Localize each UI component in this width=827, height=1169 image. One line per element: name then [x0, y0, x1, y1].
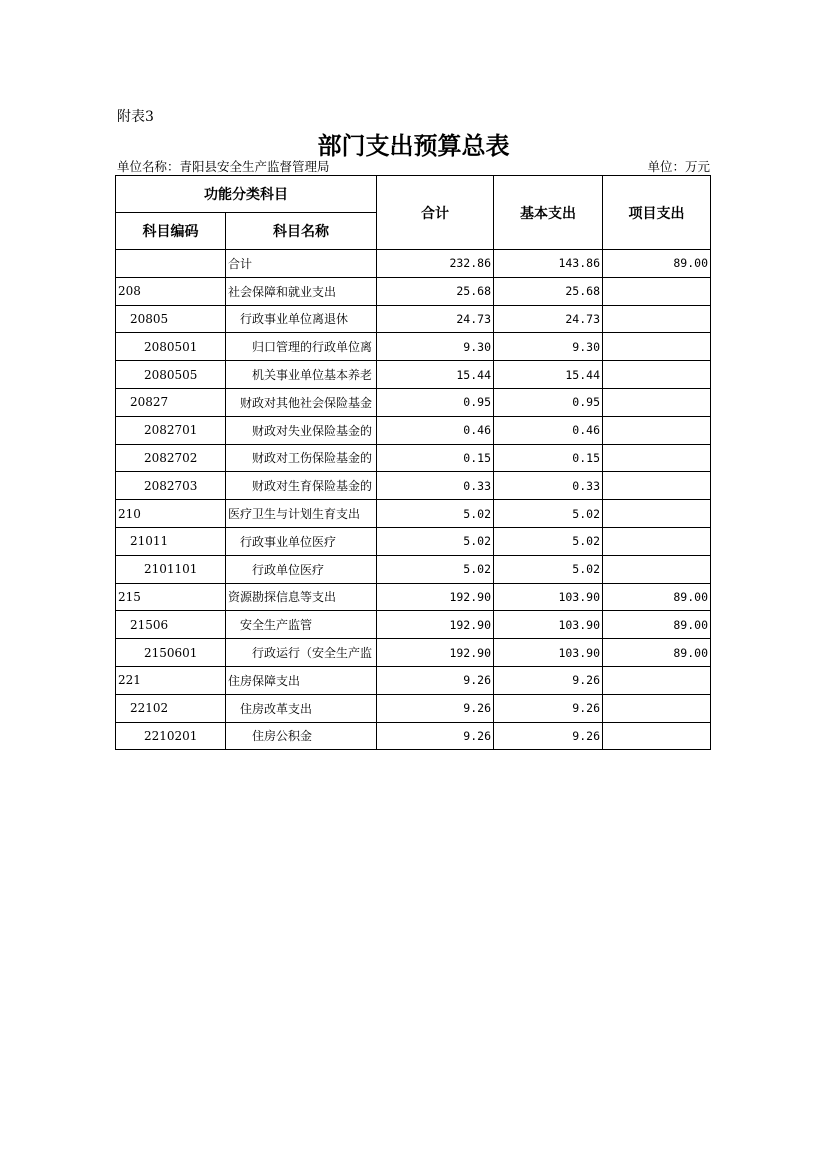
- subject-code-cell: 2080501: [116, 333, 226, 361]
- subject-name-cell: 行政运行（安全生产监: [226, 639, 377, 667]
- table-row: [116, 500, 711, 528]
- basic-expenditure-cell: 143.86: [494, 250, 603, 278]
- subject-name-cell: 住房公积金: [226, 722, 377, 750]
- total-cell: 25.68: [377, 277, 494, 305]
- subject-name-cell: 社会保障和就业支出: [226, 277, 377, 305]
- subject-name-cell: 财政对生育保险基金的: [226, 472, 377, 500]
- total-cell: 9.30: [377, 333, 494, 361]
- subject-name-cell: 医疗卫生与计划生育支出: [226, 500, 377, 528]
- subject-code-cell: 210: [116, 500, 226, 528]
- project-expenditure-cell: [603, 500, 711, 528]
- total-cell: 192.90: [377, 583, 494, 611]
- subject-code-cell: 2082701: [116, 416, 226, 444]
- basic-expenditure-cell: 0.95: [494, 388, 603, 416]
- basic-expenditure-cell: 25.68: [494, 277, 603, 305]
- table-row: [116, 666, 711, 694]
- page-title: 部门支出预算总表: [317, 132, 510, 160]
- subject-code-cell: 215: [116, 583, 226, 611]
- subject-name-cell: 住房改革支出: [226, 694, 377, 722]
- header-subject-code: 科目编码: [116, 213, 226, 250]
- subject-code-cell: [116, 250, 226, 278]
- subject-code-cell: 21011: [116, 527, 226, 555]
- subject-name-cell: 归口管理的行政单位离: [226, 333, 377, 361]
- attachment-label: 附表3: [117, 109, 154, 125]
- project-expenditure-cell: [603, 333, 711, 361]
- total-cell: 0.15: [377, 444, 494, 472]
- project-expenditure-cell: [603, 527, 711, 555]
- subject-code-cell: 221: [116, 666, 226, 694]
- total-cell: 24.73: [377, 305, 494, 333]
- table-row: [116, 250, 711, 278]
- project-expenditure-cell: [603, 694, 711, 722]
- table-row: [116, 639, 711, 667]
- total-cell: 232.86: [377, 250, 494, 278]
- basic-expenditure-cell: 9.26: [494, 722, 603, 750]
- basic-expenditure-cell: 5.02: [494, 500, 603, 528]
- total-cell: 9.26: [377, 722, 494, 750]
- project-expenditure-cell: 89.00: [603, 583, 711, 611]
- subject-code-cell: 2082703: [116, 472, 226, 500]
- subject-name-cell: 行政事业单位医疗: [226, 527, 377, 555]
- table-row: [116, 527, 711, 555]
- subject-code-cell: 20827: [116, 388, 226, 416]
- subject-name-cell: 财政对工伤保险基金的: [226, 444, 377, 472]
- project-expenditure-cell: [603, 277, 711, 305]
- table-row: [116, 472, 711, 500]
- subject-code-cell: 20805: [116, 305, 226, 333]
- subject-code-cell: 22102: [116, 694, 226, 722]
- total-cell: 5.02: [377, 527, 494, 555]
- subject-name-cell: 住房保障支出: [226, 666, 377, 694]
- basic-expenditure-cell: 103.90: [494, 583, 603, 611]
- project-expenditure-cell: 89.00: [603, 639, 711, 667]
- currency-unit-label: 单位：万元: [647, 159, 710, 174]
- subject-name-cell: 行政事业单位离退休: [226, 305, 377, 333]
- budget-table: [115, 175, 711, 750]
- subject-name-cell: 合计: [226, 250, 377, 278]
- total-cell: 9.26: [377, 666, 494, 694]
- basic-expenditure-cell: 103.90: [494, 611, 603, 639]
- basic-expenditure-cell: 24.73: [494, 305, 603, 333]
- subject-code-cell: 2150601: [116, 639, 226, 667]
- table-row: [116, 583, 711, 611]
- subject-code-cell: 2101101: [116, 555, 226, 583]
- total-cell: 192.90: [377, 639, 494, 667]
- subject-name-cell: 机关事业单位基本养老: [226, 361, 377, 389]
- table-row: [116, 444, 711, 472]
- total-cell: 0.46: [377, 416, 494, 444]
- project-expenditure-cell: [603, 305, 711, 333]
- basic-expenditure-cell: 9.26: [494, 694, 603, 722]
- subject-name-cell: 行政单位医疗: [226, 555, 377, 583]
- project-expenditure-cell: [603, 361, 711, 389]
- project-expenditure-cell: [603, 722, 711, 750]
- table-row: [116, 722, 711, 750]
- header-subject-name: 科目名称: [226, 213, 377, 250]
- basic-expenditure-cell: 5.02: [494, 555, 603, 583]
- project-expenditure-cell: [603, 555, 711, 583]
- total-cell: 5.02: [377, 555, 494, 583]
- table-row: [116, 333, 711, 361]
- total-cell: 5.02: [377, 500, 494, 528]
- header-function-category: 功能分类科目: [116, 176, 377, 213]
- table-body: [116, 250, 711, 750]
- table-row: [116, 555, 711, 583]
- basic-expenditure-cell: 0.33: [494, 472, 603, 500]
- subject-code-cell: 2082702: [116, 444, 226, 472]
- table-row: [116, 277, 711, 305]
- project-expenditure-cell: 89.00: [603, 611, 711, 639]
- basic-expenditure-cell: 9.26: [494, 666, 603, 694]
- table-row: [116, 694, 711, 722]
- subject-name-cell: 安全生产监管: [226, 611, 377, 639]
- header-total: 合计: [377, 176, 494, 250]
- basic-expenditure-cell: 9.30: [494, 333, 603, 361]
- project-expenditure-cell: [603, 472, 711, 500]
- subject-code-cell: 21506: [116, 611, 226, 639]
- subject-code-cell: 2210201: [116, 722, 226, 750]
- table-row: [116, 416, 711, 444]
- total-cell: 15.44: [377, 361, 494, 389]
- project-expenditure-cell: [603, 388, 711, 416]
- project-expenditure-cell: [603, 416, 711, 444]
- total-cell: 0.95: [377, 388, 494, 416]
- header-basic-expenditure: 基本支出: [494, 176, 603, 250]
- total-cell: 9.26: [377, 694, 494, 722]
- basic-expenditure-cell: 0.15: [494, 444, 603, 472]
- total-cell: 192.90: [377, 611, 494, 639]
- project-expenditure-cell: 89.00: [603, 250, 711, 278]
- table-row: [116, 361, 711, 389]
- unit-name-label: 单位名称：青阳县安全生产监督管理局: [117, 159, 330, 174]
- basic-expenditure-cell: 15.44: [494, 361, 603, 389]
- table-row: [116, 611, 711, 639]
- table-row: [116, 388, 711, 416]
- basic-expenditure-cell: 5.02: [494, 527, 603, 555]
- table-row: [116, 305, 711, 333]
- header-project-expenditure: 项目支出: [603, 176, 711, 250]
- subject-name-cell: 财政对失业保险基金的: [226, 416, 377, 444]
- subject-name-cell: 资源勘探信息等支出: [226, 583, 377, 611]
- basic-expenditure-cell: 0.46: [494, 416, 603, 444]
- subject-code-cell: 208: [116, 277, 226, 305]
- subject-code-cell: 2080505: [116, 361, 226, 389]
- project-expenditure-cell: [603, 666, 711, 694]
- total-cell: 0.33: [377, 472, 494, 500]
- basic-expenditure-cell: 103.90: [494, 639, 603, 667]
- subject-name-cell: 财政对其他社会保险基金: [226, 388, 377, 416]
- project-expenditure-cell: [603, 444, 711, 472]
